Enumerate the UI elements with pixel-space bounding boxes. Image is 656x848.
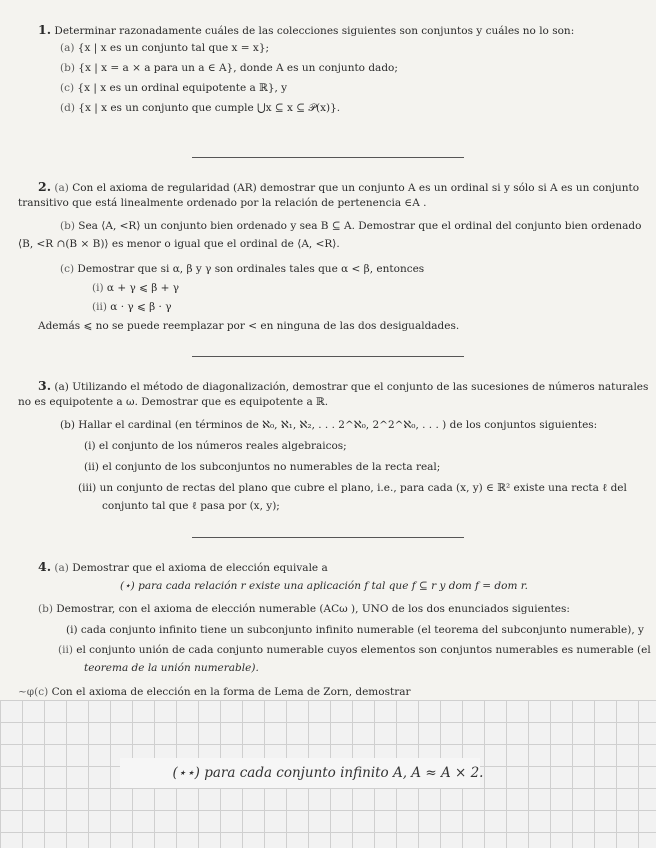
divider-3 [192,537,464,538]
problem-1-number: 1. [38,22,52,37]
problem-3-b-ii: (ii) el conjunto de los subconjuntos no numerables de la recta real; [84,461,441,473]
problem-4-c: ~φ(c) Con el axioma de elección en la forma de Lema de Zorn, demostrar [18,686,411,698]
problem-2-b-cont: ⟨B, <R ∩(B × B)⟩ es menor o igual que el ordinal de ⟨A, <R⟩. [18,238,340,250]
problem-3-b-iii-cont: conjunto tal que ℓ pasa por (x, y); [102,500,280,512]
problem-1-intro: Determinar razonadamente cuáles de las colecciones siguientes son conjuntos y cuáles no lo son: [54,25,575,37]
problem-3-b-i: (i) el conjunto de los números reales algebraicos; [84,440,347,452]
problem-2-c-i: (i) α + γ ⩽ β + γ [92,282,180,294]
problem-3-b: (b) Hallar el cardinal (en términos de ℵ₀, ℵ₁, ℵ₂, . . . 2^ℵ₀, 2^2^ℵ₀, . . . ) de los conjuntos siguientes: [60,419,598,431]
problem-2-b: (b) Sea ⟨A, <R⟩ un conjunto bien ordenado y sea B ⊆ A. Demostrar que el ordinal del conjunto bien ordenado [60,220,642,232]
problem-3-a-cont: no es equipotente a ω. Demostrar que es equipotente a ℝ. [18,396,329,408]
problem-1-item-c: (c) {x | x es un ordinal equipotente a ℝ}, y [60,82,288,94]
problem-1-item-a: (a) {x | x es un conjunto tal que x = x}; [60,42,270,54]
problem-1-header [38,22,574,38]
problem-4-a: 4. (a) Demostrar que el axioma de elección equivale a [38,559,328,574]
problem-4-b-ii-cont: teorema de la unión numerable). [84,662,259,674]
problem-2-a-cont: transitivo que está linealmente ordenado por la relación de pertenencia ∈A . [18,197,427,209]
problem-3-a: 3. (a) Utilizando el método de diagonalización, demostrar que el conjunto de las sucesiones de números naturales [38,378,649,393]
problem-2-note: Además ⩽ no se puede reemplazar por < en ninguna de las dos desigualdades. [38,320,460,332]
problem-2-a: 2. (a) Con el axioma de regularidad (AR) demostrar que un conjunto A es un ordinal si y sólo si A es un conjunto [38,179,640,194]
problem-4-star-statement: (⋆) para cada relación r existe una aplicación f tal que f ⊆ r y dom f = dom r. [120,580,528,592]
problem-3-b-iii: (iii) un conjunto de rectas del plano que cubre el plano, i.e., para cada (x, y) ∈ ℝ² existe una recta ℓ del [78,482,627,494]
problem-2-c: (c) Demostrar que si α, β y γ son ordinales tales que α < β, entonces [60,263,425,275]
divider-2 [192,356,464,357]
problem-4-b: (b) Demostrar, con el axioma de elección numerable (ACω ), UNO de los dos enunciados siguientes: [38,603,570,615]
problem-4-b-i: (i) cada conjunto infinito tiene un subconjunto infinito numerable (el teorema del subconjunto numerable), y [66,624,644,636]
problem-4-b-ii: (ii) el conjunto unión de cada conjunto numerable cuyos elementos son conjuntos numerables es numerable (el [58,644,651,656]
problem-4-c-statement: (⋆⋆) para cada conjunto infinito A, A ≈ A × 2. [172,765,484,781]
problem-2-c-ii: (ii) α · γ ⩽ β · γ [92,301,172,313]
problem-1-item-b: (b) {x | x = a × a para un a ∈ A}, donde A es un conjunto dado; [60,62,398,74]
divider-1 [192,157,464,158]
problem-1-item-d: (d) {x | x es un conjunto que cumple ⋃x ⊆ x ⊆ 𝒫(x)}. [60,102,341,114]
